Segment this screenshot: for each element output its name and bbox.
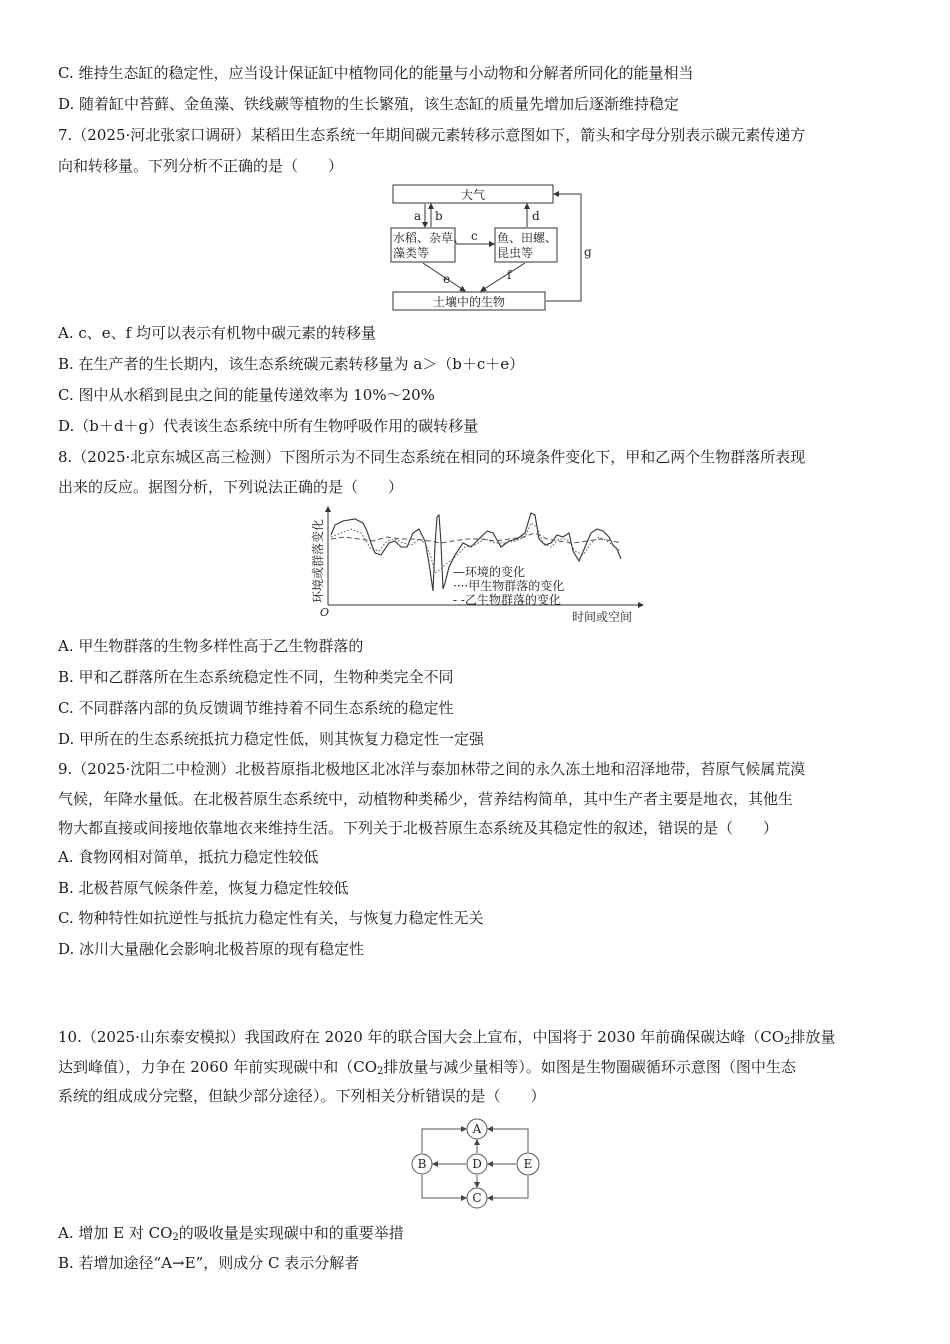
arrow-b-c [422, 1175, 466, 1198]
label-g: g [584, 245, 592, 259]
legend-jia: ····甲生物群落的变化 [453, 579, 565, 593]
q10-stem-line1: 10.（2025·山东泰安模拟）我国政府在 2020 年的联合国大会上宣布，中国将于 2030 年前确保碳达峰（$CO_2$排放量 [58, 1028, 836, 1047]
arrow-f [481, 263, 525, 291]
q10-option-a: A. 增加 E 对 $CO_2$的吸收量是实现碳中和的重要举措 [58, 1224, 404, 1243]
consumers-label-2: 昆虫等 [497, 246, 534, 260]
consumers-label-1: 鱼、田螺、 [497, 231, 558, 245]
label-e: e [443, 272, 451, 286]
q9-option-b: B. 北极苔原气候条件差，恢复力稳定性较低 [58, 879, 349, 897]
q10-option-b: B. 若增加途径“A→E”，则成分 C 表示分解者 [58, 1254, 360, 1272]
legend-yi: - -乙生物群落的变化 [453, 593, 561, 607]
legend-environment: —环境的变化 [453, 565, 526, 579]
arrow-b-a [422, 1129, 466, 1153]
q7-option-b: B. 在生产者的生长期内，该生态系统碳元素转移量为 a＞（b＋c＋e） [58, 355, 525, 373]
arrow-e-a [488, 1129, 528, 1152]
label-f: f [507, 268, 512, 282]
q7-option-a: A. c、e、f 均可以表示有机物中碳元素的转移量 [58, 324, 376, 342]
q8-option-d: D. 甲所在的生态系统抵抗力稳定性低，则其恢复力稳定性一定强 [58, 730, 485, 748]
q8-option-a: A. 甲生物群落的生物多样性高于乙生物群落的 [58, 637, 364, 655]
atmosphere-label: 大气 [460, 188, 486, 202]
soil-label: 土壤中的生物 [432, 295, 506, 309]
q9-option-a: A. 食物网相对简单，抵抗力稳定性较低 [58, 848, 319, 866]
q7-stem-line2: 向和转移量。下列分析不正确的是（ ） [58, 157, 344, 175]
q7-stem-line1: 7.（2025·河北张家口调研）某稻田生态系统一年期间碳元素转移示意图如下，箭头和字母分别表示碳元素传递方 [58, 126, 806, 144]
q9-stem-line1: 9.（2025·沈阳二中检测）北极苔原指北极地区北冰洋与泰加林带之间的永久冻土地和沼泽地带，苔原气候属荒漠 [58, 760, 806, 778]
q6-option-d: D. 随着缸中苔藓、金鱼藻、铁线蕨等植物的生长繁殖，该生态缸的质量先增加后逐渐维持稳定 [58, 95, 680, 113]
q7-carbon-transfer-diagram [385, 180, 605, 315]
x-axis-label: 时间或空间 [572, 610, 633, 624]
q7-option-d: D.（b＋d＋g）代表该生态系统中所有生物呼吸作用的碳转移量 [58, 417, 479, 435]
q8-community-change-chart [295, 503, 650, 628]
label-d: d [532, 209, 540, 223]
svg-text:E: E [523, 1157, 533, 1171]
label-c: c [471, 229, 478, 243]
svg-text:A: A [472, 1122, 482, 1136]
q10-carbon-cycle-diagram [405, 1115, 550, 1210]
q7-option-c: C. 图中从水稻到昆虫之间的能量传递效率为 10%～20% [58, 386, 435, 404]
svg-text:D: D [472, 1157, 482, 1171]
label-a: a [414, 209, 422, 223]
svg-text:C: C [472, 1191, 482, 1205]
svg-text:B: B [417, 1157, 427, 1171]
q8-stem-line1: 8.（2025·北京东城区高三检测）下图所示为不同生态系统在相同的环境条件变化下，甲和乙两个生物群落所表现 [58, 448, 806, 466]
producers-label-2: 藻类等 [393, 246, 430, 260]
q6-option-c: C. 维持生态缸的稳定性，应当设计保证缸中植物同化的能量与小动物和分解者所同化的能量相当 [58, 64, 694, 82]
q9-stem-line3: 物大都直接或间接地依靠地衣来维持生活。下列关于北极苔原生态系统及其稳定性的叙述，错误的是（ ） [58, 819, 779, 837]
q10-stem-line3: 系统的组成成分完整，但缺少部分途径）。下列相关分析错误的是（ ） [58, 1087, 546, 1105]
label-b: b [435, 209, 443, 223]
y-axis-label: 环境或群落变化 [311, 518, 325, 603]
q9-stem-line2: 气候，年降水量低。在北极苔原生态系统中，动植物种类稀少，营养结构简单，其中生产者主要是地衣，其他生 [58, 790, 794, 808]
q8-option-c: C. 不同群落内部的负反馈调节维持着不同生态系统的稳定性 [58, 699, 454, 717]
q9-option-c: C. 物种特性如抗逆性与抵抗力稳定性有关，与恢复力稳定性无关 [58, 909, 484, 927]
origin-label: O [320, 606, 330, 619]
q8-stem-line2: 出来的反应。据图分析，下列说法正确的是（ ） [58, 478, 404, 496]
q10-stem-line2: 达到峰值），力争在 2060 年前实现碳中和（$CO_2$排放量与减少量相等）。如图是生物圈碳循环示意图（图中生态 [58, 1058, 796, 1077]
arrow-g [546, 194, 581, 301]
q9-option-d: D. 冰川大量融化会影响北极苔原的现有稳定性 [58, 940, 365, 958]
arrow-e-c [488, 1176, 528, 1198]
q8-option-b: B. 甲和乙群落所在生态系统稳定性不同，生物种类完全不同 [58, 668, 454, 686]
producers-label-1: 水稻、杂草、 [393, 231, 466, 245]
